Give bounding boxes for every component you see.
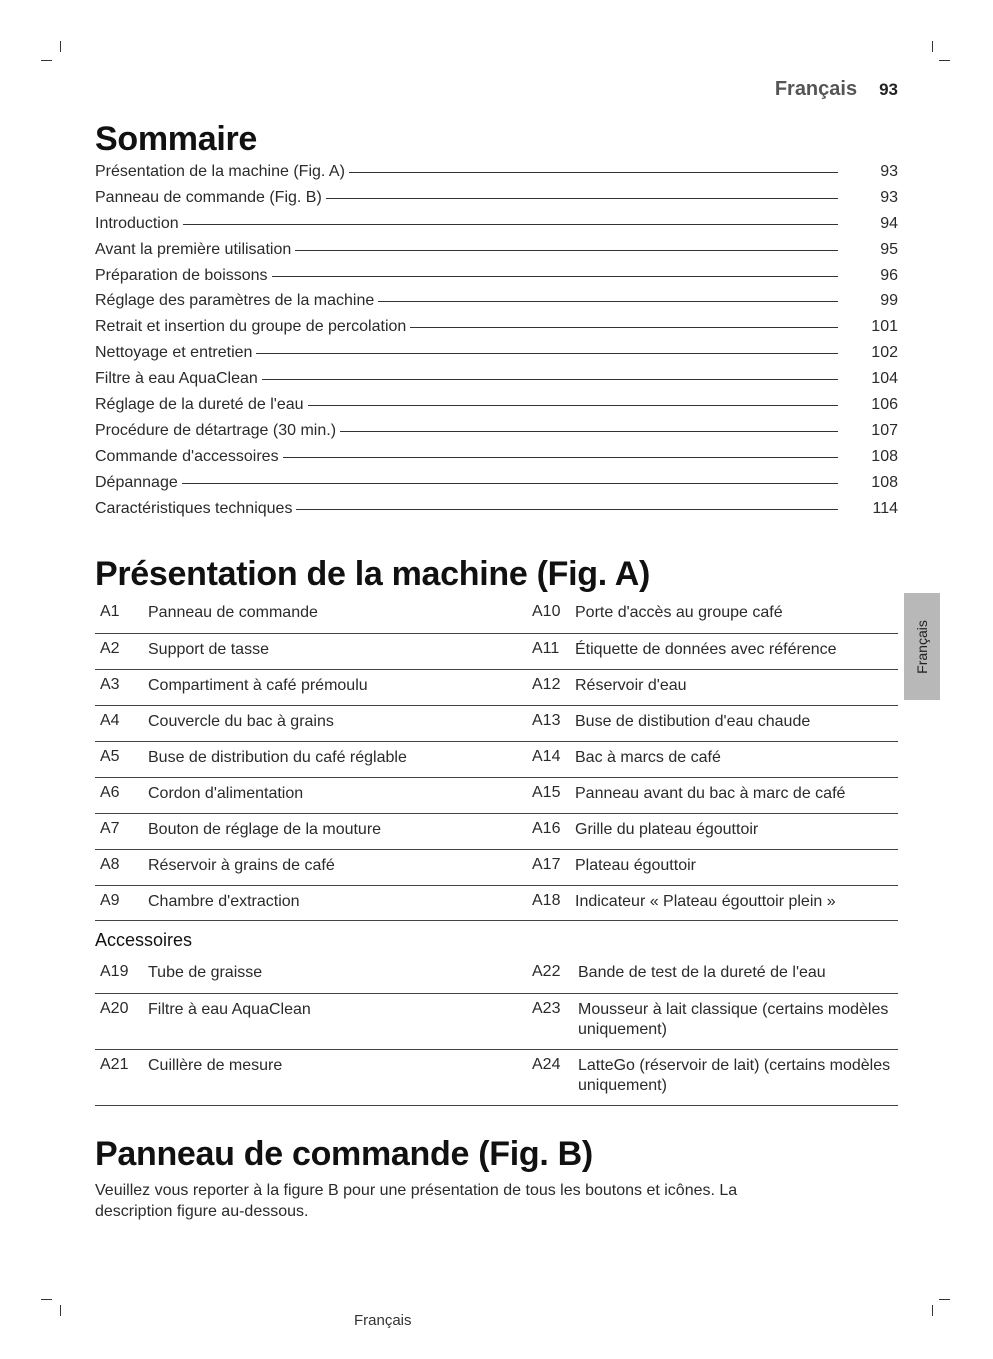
table-row xyxy=(95,633,898,669)
table-row xyxy=(95,777,898,813)
part-code: A9 xyxy=(100,891,120,909)
toc-entry xyxy=(95,474,898,500)
toc-entry-label: Procédure de détartrage (30 min.) xyxy=(95,421,337,439)
part-name: Bande de test de la dureté de l'eau xyxy=(578,964,826,981)
toc-leader xyxy=(340,431,838,432)
part-code: A4 xyxy=(100,711,120,729)
table-row xyxy=(95,813,898,849)
part-code: A21 xyxy=(100,1055,129,1073)
part-code: A20 xyxy=(100,999,129,1017)
part-code: A6 xyxy=(100,783,120,801)
toc-entry-page: 102 xyxy=(871,344,898,362)
toc-entry xyxy=(95,396,898,422)
crop-mark xyxy=(60,1305,61,1316)
crop-mark xyxy=(932,41,933,52)
toc-leader xyxy=(182,483,838,484)
side-tab-label: Français xyxy=(914,619,930,674)
toc-entry-page: 108 xyxy=(871,447,898,465)
part-name: Filtre à eau AquaClean xyxy=(148,1000,311,1018)
toc-entry xyxy=(95,448,898,474)
part-name: Chambre d'extraction xyxy=(148,892,300,910)
part-name: Buse de distribution du café réglable xyxy=(148,748,407,766)
toc-leader xyxy=(256,353,838,354)
part-name: Panneau avant du bac à marc de café xyxy=(575,784,846,802)
part-code: A19 xyxy=(100,963,129,980)
contents-title: Sommaire xyxy=(95,120,258,158)
footer-language: Français xyxy=(354,1312,412,1329)
toc-entry-label: Caractéristiques techniques xyxy=(95,499,293,517)
toc-entry-page: 94 xyxy=(880,214,898,232)
toc-leader xyxy=(272,276,838,277)
toc-entry xyxy=(95,163,898,189)
toc-entry-label: Réglage de la dureté de l'eau xyxy=(95,396,304,414)
part-name: Réservoir d'eau xyxy=(575,676,687,694)
table-row xyxy=(95,885,898,920)
toc-leader xyxy=(295,250,838,251)
toc-entry xyxy=(95,267,898,293)
toc-entry-page: 101 xyxy=(871,318,898,336)
toc-entry-page: 95 xyxy=(880,240,898,258)
table-of-contents xyxy=(95,163,898,525)
toc-leader xyxy=(283,457,838,458)
toc-entry-page: 96 xyxy=(880,266,898,284)
table-row xyxy=(95,1049,898,1105)
part-code: A3 xyxy=(100,675,120,693)
part-name: Tube de graisse xyxy=(148,964,263,981)
part-name: Cordon d'alimentation xyxy=(148,784,304,802)
crop-mark xyxy=(60,41,61,52)
toc-leader xyxy=(349,172,838,173)
toc-entry-label: Panneau de commande (Fig. B) xyxy=(95,188,322,206)
crop-mark xyxy=(932,1305,933,1316)
table-row xyxy=(95,741,898,777)
toc-leader xyxy=(262,379,838,380)
toc-entry xyxy=(95,422,898,448)
toc-leader xyxy=(410,327,838,328)
part-name: Porte d'accès au groupe café xyxy=(575,604,783,621)
toc-leader xyxy=(326,198,838,199)
part-code: A13 xyxy=(532,711,561,729)
accessories-table xyxy=(95,957,898,1106)
toc-entry-page: 108 xyxy=(871,473,898,491)
toc-entry-page: 99 xyxy=(880,292,898,310)
table-row xyxy=(95,849,898,885)
crop-mark xyxy=(939,1299,950,1300)
toc-entry xyxy=(95,370,898,396)
part-name: Bac à marcs de café xyxy=(575,748,721,766)
part-code: A8 xyxy=(100,855,120,873)
toc-entry-label: Présentation de la machine (Fig. A) xyxy=(95,163,345,180)
part-name: Plateau égouttoir xyxy=(575,856,696,874)
toc-entry xyxy=(95,292,898,318)
toc-entry-label: Retrait et insertion du groupe de percolation xyxy=(95,318,407,336)
part-code: A11 xyxy=(532,639,560,657)
toc-entry-label: Nettoyage et entretien xyxy=(95,344,253,362)
language-side-tab xyxy=(904,593,940,700)
toc-entry-page: 104 xyxy=(871,370,898,388)
toc-entry-label: Introduction xyxy=(95,214,179,232)
part-name: Étiquette de données avec référence xyxy=(575,640,837,658)
table-row xyxy=(95,669,898,705)
toc-entry-label: Filtre à eau AquaClean xyxy=(95,370,258,388)
toc-entry-label: Dépannage xyxy=(95,473,178,491)
part-name: Couvercle du bac à grains xyxy=(148,712,334,730)
part-code: A15 xyxy=(532,783,561,801)
part-code: A24 xyxy=(532,1055,561,1073)
part-code: A14 xyxy=(532,747,561,765)
toc-entry-label: Avant la première utilisation xyxy=(95,240,292,258)
accessories-title: Accessoires xyxy=(95,930,193,950)
toc-leader xyxy=(308,405,838,406)
part-code: A23 xyxy=(532,999,561,1017)
toc-entry-page: 93 xyxy=(880,188,898,206)
part-code: A17 xyxy=(532,855,561,873)
part-name: Indicateur « Plateau égouttoir plein » xyxy=(575,892,836,910)
toc-entry-page: 93 xyxy=(880,163,898,180)
part-name: Buse de distibution d'eau chaude xyxy=(575,712,811,730)
part-code: A5 xyxy=(100,747,120,765)
part-name: Panneau de commande xyxy=(148,604,318,621)
crop-mark xyxy=(41,60,52,61)
part-code: A7 xyxy=(100,819,120,837)
toc-entry-label: Réglage des paramètres de la machine xyxy=(95,292,375,310)
toc-entry-page: 106 xyxy=(871,396,898,414)
table-row xyxy=(95,705,898,741)
part-name: Réservoir à grains de café xyxy=(148,856,335,874)
table-row xyxy=(95,597,898,633)
part-name: Compartiment à café prémoulu xyxy=(148,676,368,694)
control-panel-title: Panneau de commande (Fig. B) xyxy=(95,1135,593,1173)
part-name: Bouton de réglage de la mouture xyxy=(148,820,382,838)
control-panel-text: Veuillez vous reporter à la figure B pour une présentation de tous les boutons et icônes. La description figure au-dessous. xyxy=(95,1182,738,1220)
toc-leader xyxy=(296,509,838,510)
crop-mark xyxy=(41,1299,52,1300)
toc-leader xyxy=(183,224,838,225)
machine-parts-table xyxy=(95,597,898,921)
toc-entry xyxy=(95,215,898,241)
toc-entry xyxy=(95,500,898,526)
part-code: A22 xyxy=(532,963,561,980)
toc-entry xyxy=(95,344,898,370)
toc-entry xyxy=(95,189,898,215)
part-code: A18 xyxy=(532,891,561,909)
page-header xyxy=(775,78,898,101)
header-language: Français xyxy=(774,78,858,100)
part-code: A10 xyxy=(532,603,561,620)
part-code: A16 xyxy=(532,819,561,837)
toc-leader xyxy=(378,301,838,302)
toc-entry xyxy=(95,241,898,267)
page-number: 93 xyxy=(879,80,898,99)
part-name: Grille du plateau égouttoir xyxy=(575,820,759,838)
toc-entry-page: 114 xyxy=(872,499,898,517)
part-name: LatteGo (réservoir de lait) (certains modèles uniquement) xyxy=(578,1056,891,1094)
part-name: Mousseur à lait classique (certains modèles uniquement) xyxy=(578,1000,889,1038)
part-name: Support de tasse xyxy=(148,640,269,658)
part-code: A1 xyxy=(100,603,120,620)
toc-entry-page: 107 xyxy=(871,421,898,439)
toc-entry-label: Préparation de boissons xyxy=(95,266,268,284)
toc-entry-label: Commande d'accessoires xyxy=(95,447,279,465)
part-code: A2 xyxy=(100,639,120,657)
toc-entry xyxy=(95,318,898,344)
part-name: Cuillère de mesure xyxy=(148,1056,283,1074)
table-row xyxy=(95,993,898,1049)
machine-section-title: Présentation de la machine (Fig. A) xyxy=(95,555,651,593)
part-code: A12 xyxy=(532,675,561,693)
table-row xyxy=(95,957,898,993)
crop-mark xyxy=(939,60,950,61)
